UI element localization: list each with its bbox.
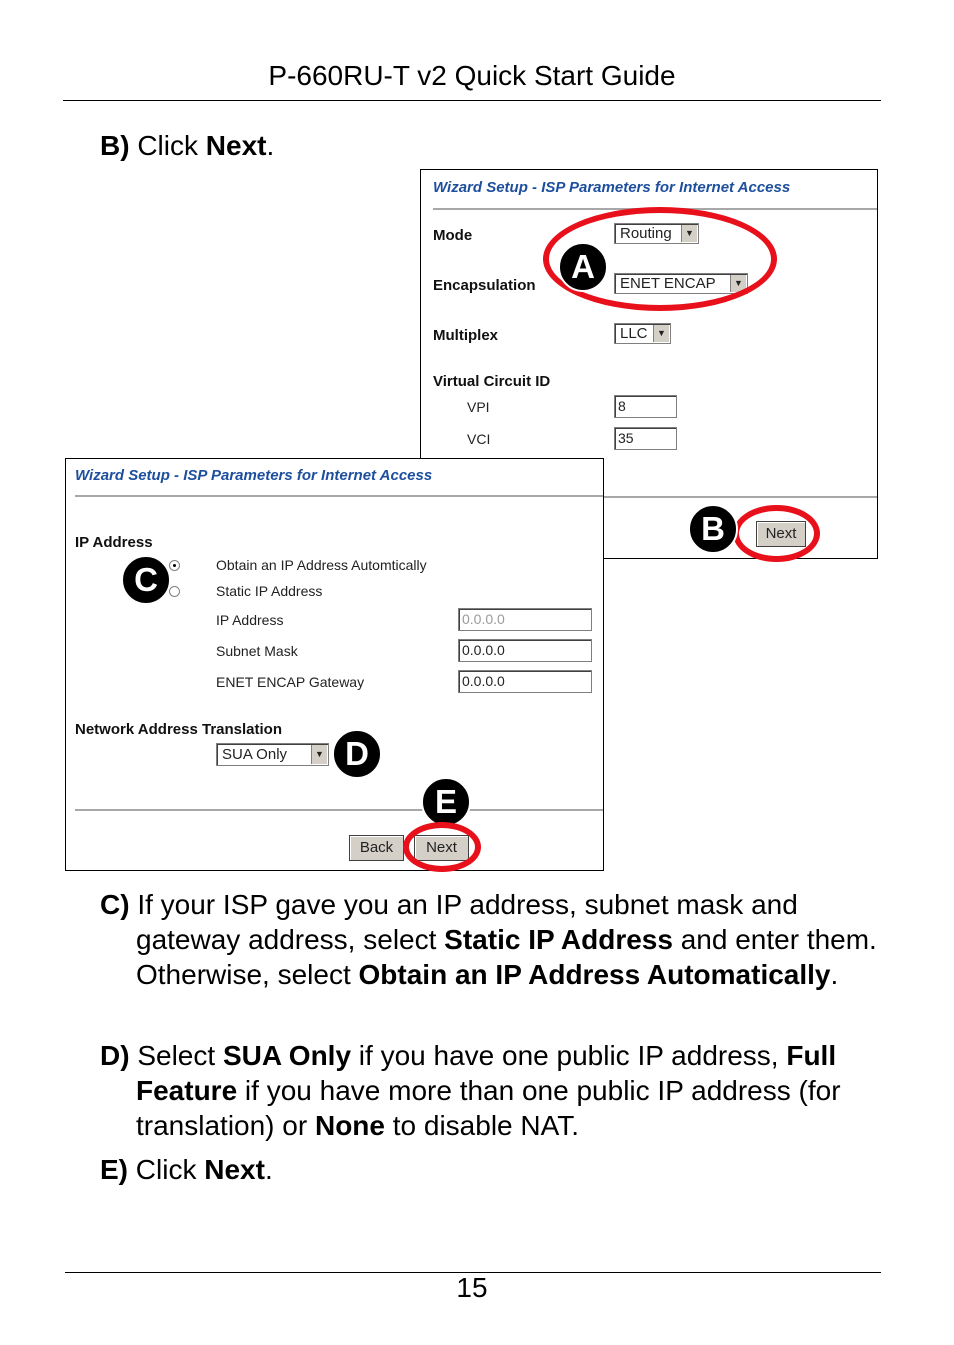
step-c-text-2: and enter them. Otherwise, select — [136, 924, 877, 990]
gateway-input[interactable]: 0.0.0.0 — [458, 670, 592, 693]
nat-section-label: Network Address Translation — [75, 721, 282, 738]
callout-badge-c: C — [121, 555, 171, 605]
encapsulation-select-value: ENET ENCAP — [620, 275, 716, 292]
subnet-mask-label: Subnet Mask — [216, 643, 298, 659]
panel1-title: Wizard Setup - ISP Parameters for Internet Access — [433, 179, 791, 196]
step-c-letter: C) — [100, 889, 130, 920]
step-d — [100, 1038, 896, 1143]
static-ip-label: Static IP Address — [216, 583, 323, 599]
back-button[interactable]: Back — [349, 835, 404, 861]
callout-badge-e: E — [421, 777, 471, 827]
gateway-label: ENET ENCAP Gateway — [216, 674, 365, 690]
virtual-circuit-id-label: Virtual Circuit ID — [433, 373, 551, 390]
step-b-pre: Click — [137, 130, 206, 161]
step-d-letter: D) — [100, 1040, 130, 1071]
step-b-bold: Next — [205, 130, 267, 161]
multiplex-label: Multiplex — [433, 327, 499, 344]
vpi-label: VPI — [467, 399, 490, 415]
panel1-next-button[interactable]: Next — [756, 521, 806, 547]
step-c — [100, 887, 896, 992]
ip-address-input[interactable]: 0.0.0.0 — [458, 608, 592, 631]
panel2-title-divider — [75, 495, 603, 497]
step-c-text-3: . — [830, 959, 839, 990]
header-divider — [63, 100, 881, 101]
callout-badge-d: D — [332, 729, 382, 779]
nat-select[interactable] — [216, 743, 329, 766]
step-e — [100, 1152, 273, 1187]
obtain-ip-label: Obtain an IP Address Automtically — [216, 557, 427, 573]
nat-select-value: SUA Only — [222, 746, 288, 763]
highlight-ring-panel1-next — [733, 505, 820, 562]
page-header-title: P-660RU-T v2 Quick Start Guide — [268, 60, 676, 91]
step-c-text-1: If your ISP gave you an IP address, subnet mask and gateway address, select — [136, 889, 798, 955]
highlight-ring-panel2-next — [403, 822, 481, 872]
panel1-footer-divider — [603, 496, 877, 498]
step-d-bold-sua: SUA Only — [222, 1040, 352, 1071]
mode-label: Mode — [433, 227, 473, 244]
step-b-letter: B) — [100, 130, 130, 161]
vci-input[interactable]: 35 — [614, 427, 677, 450]
ip-address-label: IP Address — [216, 612, 284, 628]
subnet-mask-input[interactable]: 0.0.0.0 — [458, 639, 592, 662]
step-e-pre: Click — [135, 1154, 205, 1185]
step-e-letter: E) — [100, 1154, 128, 1185]
step-d-text-3: if you have more than one public IP address (for translation) or — [136, 1075, 841, 1141]
step-d-text-4: to disable NAT. — [384, 1110, 579, 1141]
step-b — [100, 128, 274, 163]
ip-address-section-label: IP Address — [75, 534, 153, 551]
step-d-bold-full: Full Feature — [136, 1040, 837, 1106]
encapsulation-label: Encapsulation — [433, 277, 536, 294]
callout-badge-b: B — [688, 504, 738, 554]
step-d-text-1: Select — [137, 1040, 223, 1071]
chevron-down-icon: ▼ — [311, 745, 327, 764]
vpi-input[interactable]: 8 — [614, 395, 677, 418]
chevron-down-icon: ▼ — [653, 325, 669, 342]
mode-select-value: Routing — [620, 225, 672, 242]
step-c-bold-static: Static IP Address — [444, 924, 673, 955]
step-e-post: . — [264, 1154, 273, 1185]
step-c-bold-obtain: Obtain an IP Address Automatically — [358, 959, 831, 990]
page-number: 15 — [456, 1272, 488, 1303]
chevron-down-icon: ▼ — [730, 275, 746, 292]
step-d-text-2: if you have one public IP address, — [351, 1040, 787, 1071]
multiplex-select-value: LLC — [620, 325, 648, 342]
step-e-bold: Next — [204, 1154, 265, 1185]
static-ip-radio[interactable] — [169, 586, 180, 597]
panel2-title: Wizard Setup - ISP Parameters for Internet Access — [75, 467, 433, 484]
step-d-bold-none: None — [314, 1110, 385, 1141]
callout-badge-a: A — [558, 242, 608, 292]
multiplex-select[interactable] — [614, 323, 671, 344]
vci-label: VCI — [467, 431, 491, 447]
step-b-post: . — [266, 130, 275, 161]
panel2-footer-divider — [75, 809, 603, 811]
obtain-ip-radio[interactable] — [169, 560, 180, 571]
chevron-down-icon: ▼ — [681, 225, 697, 242]
isp-parameters-panel-2 — [65, 458, 604, 871]
panel2-next-button[interactable]: Next — [414, 835, 469, 861]
